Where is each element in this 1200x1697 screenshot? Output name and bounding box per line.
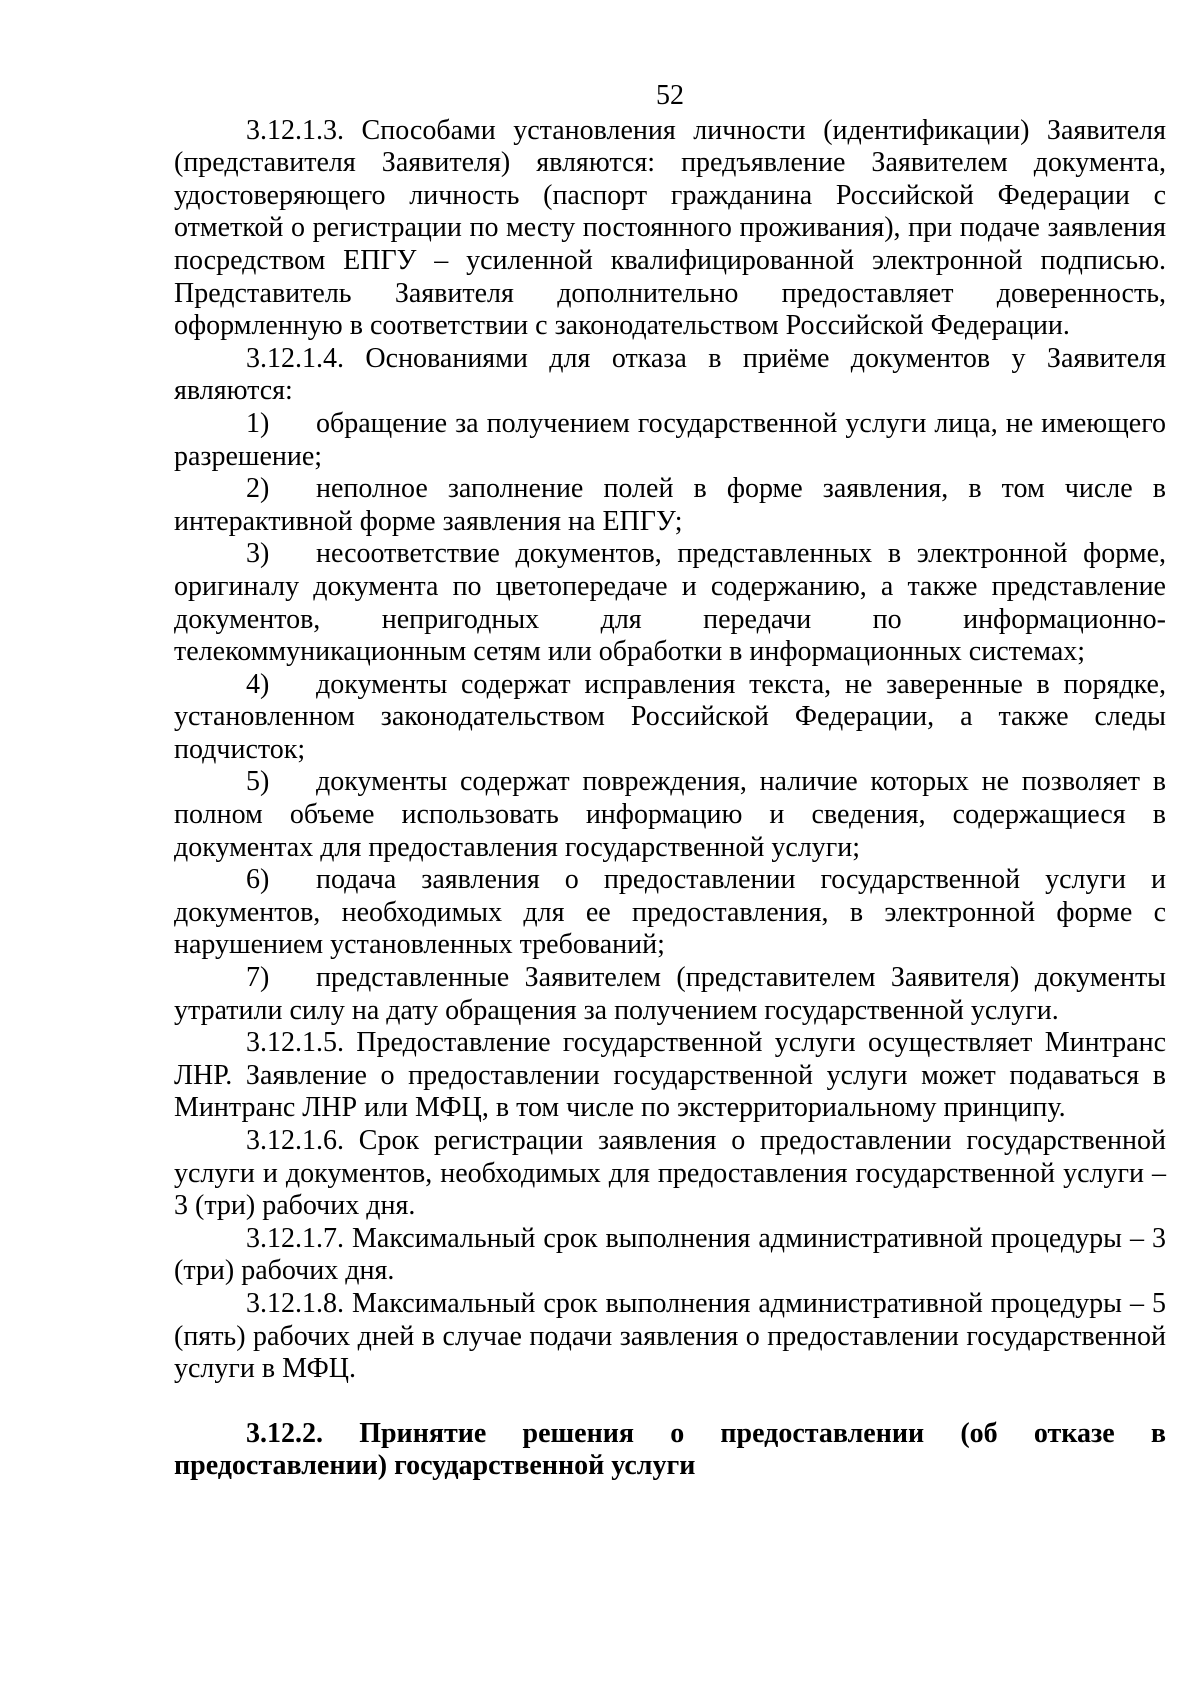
list-item-number: 3)	[246, 538, 270, 570]
paragraph-3-12-1-5: 3.12.1.5. Предоставление государственной услуги осуществляет Минтранс ЛНР. Заявление о предоставлении государственной услуги может подаваться в Минтранс ЛНР или МФЦ, в том числе по экстерриториальному принципу.	[174, 1027, 1166, 1124]
list-item-text: документы содержат исправления текста, не заверенные в порядке, установленном законодательством Российской Федерации, а также следы подчисток;	[174, 668, 1166, 765]
list-item-number: 2)	[246, 473, 270, 505]
list-item-number: 1)	[246, 407, 270, 439]
list-item-text: обращение за получением государственной услуги лица, не имеющего разрешение;	[174, 407, 1166, 472]
section-heading: 3.12.2. Принятие решения о предоставлении (об отказе в предоставлении) государственной услуги	[174, 1417, 1166, 1482]
list-item-text: представленные Заявителем (представителем Заявителя) документы утратили силу на дату обращения за получением государственной услуги.	[174, 962, 1166, 1026]
list-item	[174, 962, 1166, 1027]
list-item	[174, 538, 1166, 668]
list-item	[174, 669, 1166, 767]
list-item-number: 5)	[246, 766, 270, 798]
list-item	[174, 864, 1166, 962]
list-item-text: подача заявления о предоставлении государственной услуги и документов, необходимых для ее предоставления, в электронной форме с нарушением установленных требований;	[174, 864, 1166, 961]
list-item-number: 7)	[246, 962, 270, 994]
list-item	[174, 766, 1166, 864]
paragraph-3-12-1-6: 3.12.1.6. Срок регистрации заявления о предоставлении государственной услуги и документов, необходимых для предоставления государственной услуги – 3 (три) рабочих дня.	[174, 1125, 1166, 1222]
page-number: 52	[656, 80, 684, 111]
paragraph-3-12-1-7: 3.12.1.7. Максимальный срок выполнения административной процедуры – 3 (три) рабочих дня.	[174, 1222, 1166, 1287]
list-item-text: несоответствие документов, представленных в электронной форме, оригиналу документа по цветопередаче и содержанию, а также представление документов, непригодных для передачи по информационно-телекоммуникационным сетям или обработки в информационных системах;	[174, 538, 1166, 668]
paragraph-3-12-1-3: 3.12.1.3. Способами установления личности (идентификации) Заявителя (представителя Заявителя) являются: предъявление Заявителем документа, удостоверяющего личность (паспорт гражданина Российской Федерации с отметкой о регистрации по месту постоянного проживания), при подаче заявления посредством ЕПГУ – усиленной квалифицированной электронной подписью. Представитель Заявителя дополнительно предоставляет доверенность, оформленную в соответствии с законодательством Российской Федерации.	[174, 114, 1166, 342]
paragraph-3-12-1-4: 3.12.1.4. Основаниями для отказа в приёме документов у Заявителя являются:	[174, 342, 1166, 407]
list-item-text: документы содержат повреждения, наличие которых не позволяет в полном объеме использовать информацию и сведения, содержащиеся в документах для предоставления государственной услуги;	[174, 766, 1166, 863]
list-item	[174, 473, 1166, 538]
list-item-number: 6)	[246, 864, 270, 896]
refusal-grounds-list	[174, 408, 1166, 1027]
paragraph-3-12-1-8: 3.12.1.8. Максимальный срок выполнения административной процедуры – 5 (пять) рабочих дней в случае подачи заявления о предоставлении государственной услуги в МФЦ.	[174, 1287, 1166, 1385]
list-item-text: неполное заполнение полей в форме заявления, в том числе в интерактивной форме заявления на ЕПГУ;	[174, 473, 1166, 537]
document-page	[174, 80, 1166, 1483]
list-item-number: 4)	[246, 668, 270, 700]
list-item	[174, 408, 1166, 473]
